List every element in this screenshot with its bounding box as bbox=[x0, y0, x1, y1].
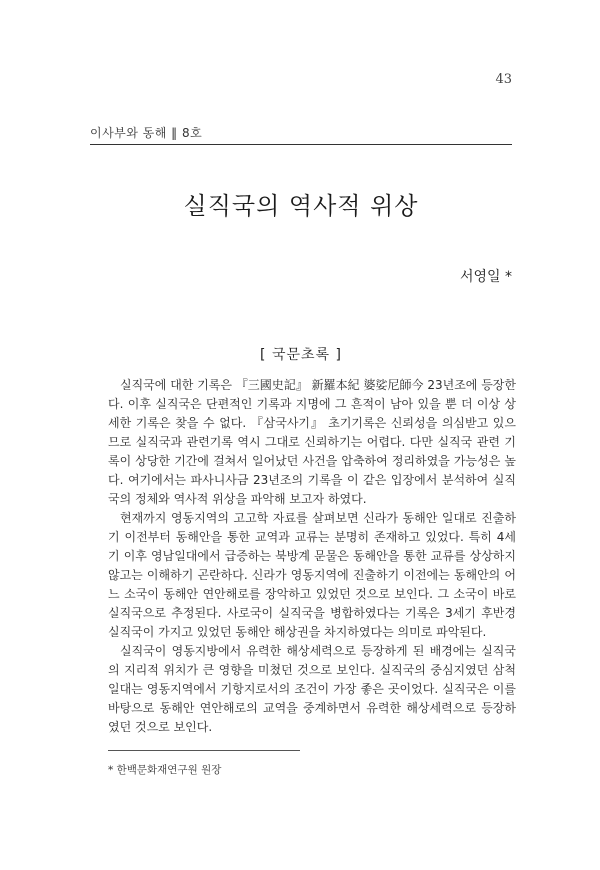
abstract-heading: [ 국문초록 ] bbox=[260, 347, 342, 363]
footnote: * 한백문화재연구원 원장 bbox=[108, 764, 222, 776]
abstract-paragraph: 실직국이 영동지방에서 유력한 해상세력으로 등장하게 된 배경에는 실직국의 지리적 위치가 큰 영향을 미쳤던 것으로 보인다. 실직국의 중심지였던 삼척일대는 영동지역에서 기항지로서의 조건이 가장 좋은 곳이었다. 실직국은 이를 바탕으로 동해안 연안해로의 교역을 중계하면서 유력한 해상세력으로 등장하였던 것으로 보인다. bbox=[108, 644, 516, 734]
abstract-paragraph: 실직국에 대한 기록은 『三國史記』 新羅本紀 婆娑尼師今 23년조에 등장한다. 이후 실직국은 단편적인 기록과 지명에 그 흔적이 남아 있을 뿐 더 이상 상세한 기록은 찾을 수 없다. 『삼국사기』 초기기록은 신뢰성을 의심받고 있으므로 실직국과 관련기록 역시 그대로 신뢰하기는 어렵다. 다만 실직국 관련 기록이 상당한 기간에 걸쳐서 일어났던 사건을 압축하여 정리하였을 가능성은 높다. 여기에서는 파사니사금 23년조의 기록을 이 같은 입장에서 분석하여 실직국의 정체와 역사적 위상을 파악해 보고자 하였다. bbox=[108, 378, 516, 506]
running-head-rule bbox=[90, 144, 512, 145]
page-number: 43 bbox=[495, 72, 512, 87]
author-name: 서영일 * bbox=[459, 269, 512, 285]
abstract-paragraph: 현재까지 영동지역의 고고학 자료를 살펴보면 신라가 동해안 일대로 진출하기 이전부터 동해안을 통한 교역과 교류는 분명히 존재하고 있었다. 특히 4세기 이후 영남일대에서 급증하는 북방계 문물은 동해안을 통한 교류를 상상하지 않고는 이해하기 곤란하다. 신라가 영동지역에 진출하기 이전에는 동해안의 어느 소국이 동해안 연안해로를 장악하고 있었던 것으로 보인다. 그 소국이 바로 실직국으로 추정된다. 사로국이 실직국을 병합하였다는 기록은 3세기 후반경 실직국이 가지고 있었던 동해안 해상권을 차지하였다는 의미로 파악된다. bbox=[108, 511, 516, 639]
article-title: 실직국의 역사적 위상 bbox=[183, 192, 419, 220]
running-head: 이사부와 동해 ‖ 8호 bbox=[90, 126, 203, 140]
footnote-rule bbox=[108, 750, 300, 751]
abstract-body bbox=[108, 376, 516, 737]
